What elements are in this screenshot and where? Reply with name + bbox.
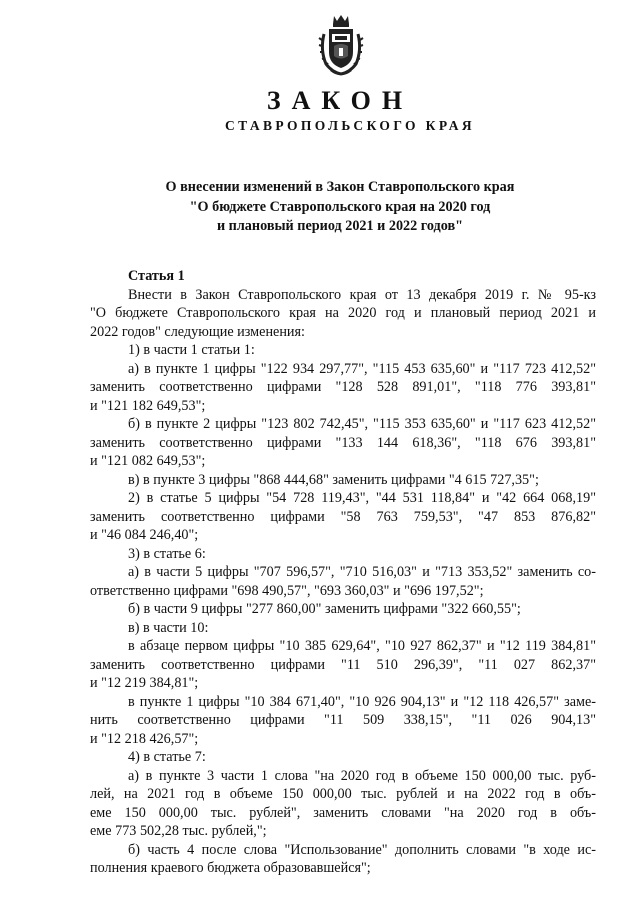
text-line: 2022 годов" следующие изменения:	[90, 323, 305, 340]
text-line: Внести в Закон Ставропольского края от 13 декабря 2019 г. № 95-кз	[128, 286, 596, 303]
text-line: заменить соответственно цифрами "133 144 618,36", "118 676 393,81"	[90, 434, 596, 451]
text-line: и "121 082 649,53";	[90, 453, 206, 469]
heading-line: О внесении изменений в Закон Ставропольского края	[165, 179, 515, 195]
text-line: в) в части 10:	[128, 619, 209, 636]
text-line: нить соответственно цифрами "11 509 338,15", "11 026 904,13"	[90, 712, 596, 728]
text-line: заменить соответственно цифрами "58 763 759,53", "47 853 876,82"	[90, 508, 596, 525]
text-line: а) в пункте 1 цифры "122 934 297,77", "115 453 635,60" и "117 723 412,52"	[128, 360, 596, 377]
document-body	[90, 267, 596, 878]
text-line: ответственно цифрами "698 490,57", "693 360,03" и "696 197,52";	[90, 582, 484, 599]
text-line: полнения краевого бюджета образовавшейся";	[90, 860, 371, 876]
text-line: а) в части 5 цифры "707 596,57", "710 516,03" и "713 353,52" заменить со-	[128, 564, 596, 580]
text-line: и "121 182 649,53";	[90, 397, 206, 414]
text-line: б) часть 4 после слова "Использование" дополнить словами "в ходе ис-	[128, 841, 596, 858]
text-line: б) в части 9 цифры "277 860,00" заменить цифрами "322 660,55";	[128, 601, 521, 617]
text-line: 4) в статье 7:	[128, 749, 206, 765]
text-line: 2) в статье 5 цифры "54 728 119,43", "44 531 118,84" и "42 664 068,19"	[128, 490, 596, 506]
text-line: а) в пункте 3 части 1 слова "на 2020 год в объеме 150 000,00 тыс. руб-	[128, 767, 596, 784]
text-line: в) в пункте 3 цифры "868 444,68" заменить цифрами "4 615 727,35";	[128, 471, 539, 488]
text-line: в абзаце первом цифры "10 385 629,64", "10 927 862,37" и "12 119 384,81"	[128, 638, 596, 654]
text-line: еме 150 000,00 тыс. рублей", заменить словами "на 2020 год в объ-	[90, 804, 596, 821]
text-line: лей, на 2021 год в объеме 150 000,00 тыс. рублей и на 2022 год в объ-	[90, 786, 596, 802]
law-title: ЗАКОН	[266, 86, 414, 115]
document-heading	[0, 178, 640, 237]
heading-line: "О бюджете Ставропольского края на 2020 год	[189, 198, 491, 215]
text-line: 1) в части 1 статьи 1:	[128, 342, 255, 358]
article-title: Статья 1	[128, 268, 185, 284]
text-line: еме 773 502,28 тыс. рублей,";	[90, 823, 267, 839]
text-line: и "12 218 426,57";	[90, 730, 199, 747]
text-line: заменить соответственно цифрами "128 528 891,01", "118 776 393,81"	[90, 379, 596, 395]
text-line: в пункте 1 цифры "10 384 671,40", "10 926 904,13" и "12 118 426,57" заме-	[128, 693, 596, 710]
text-line: "О бюджете Ставропольского края на 2020 год и плановый период 2021 и	[90, 305, 596, 321]
text-line: и "46 084 246,40";	[90, 527, 199, 543]
text-line: 3) в статье 6:	[128, 545, 206, 562]
stavropol-coat-of-arms-icon	[318, 12, 364, 78]
text-line: и "12 219 384,81";	[90, 675, 199, 691]
text-line: б) в пункте 2 цифры "123 802 742,45", "115 353 635,60" и "117 623 412,52"	[128, 416, 596, 432]
text-line: заменить соответственно цифрами "11 510 296,39", "11 027 862,37"	[90, 656, 596, 673]
law-region: СТАВРОПОЛЬСКОГО КРАЯ	[224, 118, 476, 133]
heading-line: и плановый период 2021 и 2022 годов"	[216, 218, 464, 234]
